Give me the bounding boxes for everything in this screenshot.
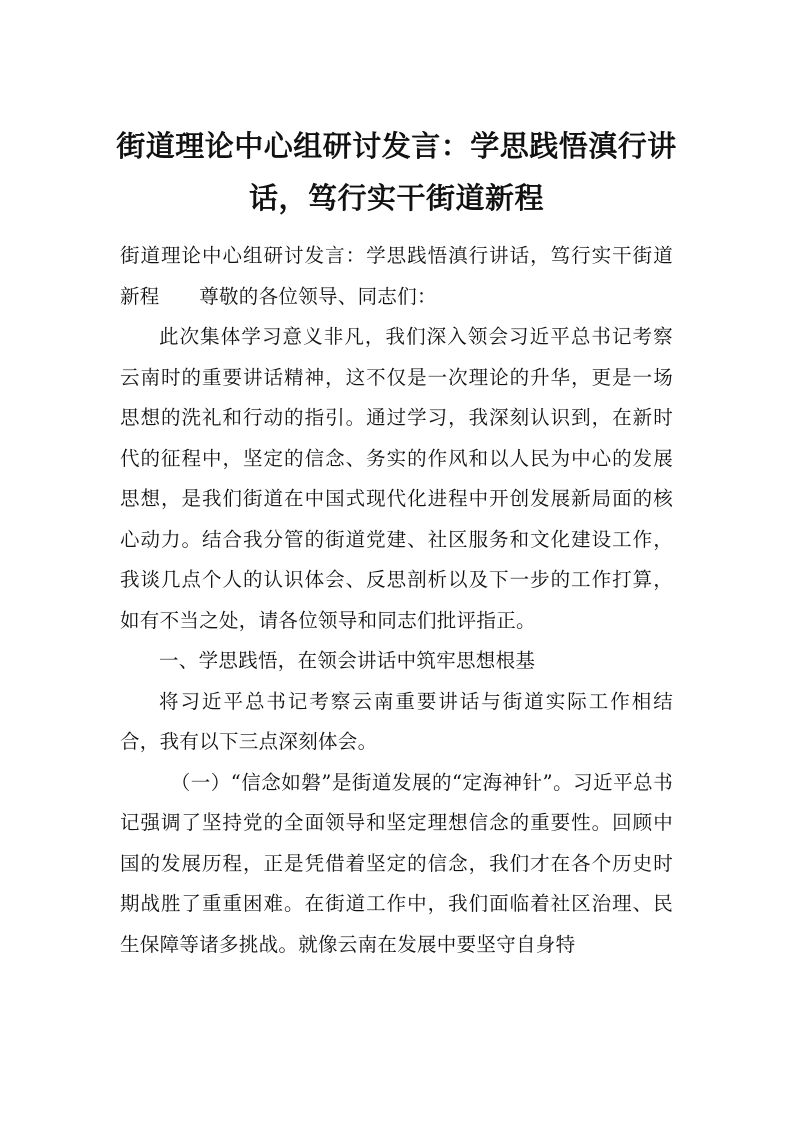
section-heading-1: 一、学思践悟，在领会讲话中筑牢思想根基	[159, 649, 536, 672]
document-title: 街道理论中心组研讨发言：学思践悟滇行讲话，笃行实干街道新程	[116, 129, 677, 215]
paragraph-opening: 此次集体学习意义非凡，我们深入领会习近平总书记考察云南时的重要讲话精神，这不仅是一次理论的升华，更是一场思想的洗礼和行动的指引。通过学习，我深刻认识到，在新时代的征程中，坚定的信念、务实的作风和以人民为中心的发展思想，是我们街道在中国式现代化进程中开创发展新局面的核心动力。结合我分管的街道党建、社区服务和文化建设工作，我谈几点个人的认识体会、反思剖析以及下一步的工作打算，如有不当之处，请各位领导和同志们批评指正。	[120, 325, 673, 632]
paragraph-intro: 街道理论中心组研讨发言：学思践悟滇行讲话，笃行实干街道新程 尊敬的各位领导、同志们：	[120, 244, 673, 308]
document-body	[120, 236, 673, 965]
paragraph-section-1-lead: 将习近平总书记考察云南重要讲话与街道实际工作相结合，我有以下三点深刻体会。	[120, 689, 673, 753]
paragraph-point-1: （一）“信念如磐”是街道发展的“定海神针”。习近平总书记强调了坚持党的全面领导和坚定理想信念的重要性。回顾中国的发展历程，正是凭借着坚定的信念，我们才在各个历史时期战胜了重重困难。在街道工作中，我们面临着社区治理、民生保障等诸多挑战。就像云南在发展中要坚守自身特	[120, 770, 673, 956]
